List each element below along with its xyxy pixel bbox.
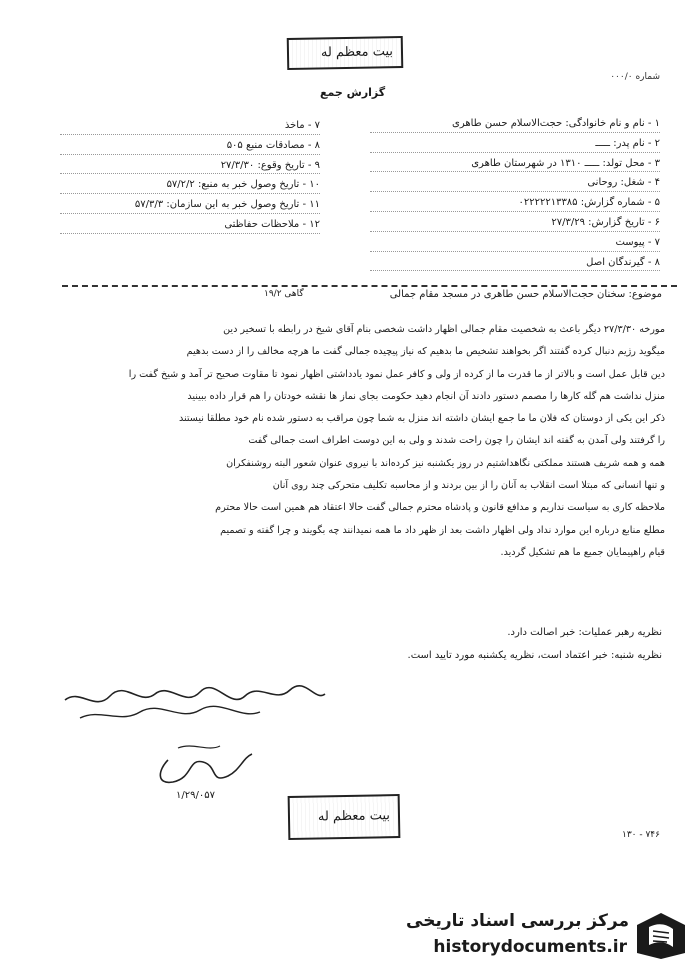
report-body <box>35 319 665 564</box>
body-line: را گرفتند ولی آمدن‌ به گفته اند ایشان‌ را‌ چون راحت‌ شدند و ولی‌ به‌ این‌ دوست‌ اطراف‌ است‌ جمالی گفت‌ <box>248 435 665 447</box>
body-line: همه و همه‌ شریف‌ هستند‌ مملکتی نگاهداشتیم‌ در روز یکشنبه‌ نیز کرده‌اند‌ با نیروی‌ عنوان‌ شعور البته روشنفکران <box>226 457 665 469</box>
field-row: ۱۲ - ملاحظات حفاظتی‌ <box>60 217 320 234</box>
watermark-title: مرکز بررسی اسناد تاریخی <box>406 911 629 931</box>
field-row: ۱۱ - تاریخ‌ وصول‌ خبر به‌ این‌ سازمان: ۵۷/۳/۳ <box>60 197 320 214</box>
report-fields-left <box>60 118 320 237</box>
field-row: ۴ - شغل‌: روحانی <box>370 175 660 192</box>
body-line: میگوید رژیم‌ دنبال‌ کرده گفتند اگر بخواهند تشخیص‌ ما بدهیم‌ که‌ نیاز پیچیده‌ جمالی گفت‌ ما هرچه‌ مخالف‌ را از دست بدهیم <box>186 346 665 358</box>
body-line: قیام راهپیمایان‌ جمیع‌ ما هم‌ تشکیل‌ گردید. <box>500 546 665 558</box>
field-row: ۱ - نام‌ و نام‌ خانوادگی: حجت‌الاسلام حسن‌ طاهری‌ <box>370 116 660 133</box>
watermark <box>406 905 695 965</box>
section-divider <box>62 285 677 287</box>
field-row: ۶ - تاریخ‌ گزارش‌: ۲۷/۳/۲۹ <box>370 215 660 232</box>
field-row: ۷ - پیوست‌ <box>370 235 660 252</box>
watermark-url: historydocuments.ir <box>433 937 627 957</box>
field-row: ۲ - نام‌ پدر: ـــــ <box>370 136 660 153</box>
report-fields-right <box>370 116 660 274</box>
field-row: ۳ - محل‌ تولد: ـــــ ۱۳۱۰ در شهرستان طاهری‌ <box>370 156 660 173</box>
handwritten-annotation <box>60 682 330 728</box>
reference-number: شماره ۰۰۰/۰ <box>610 72 660 82</box>
archive-logo-icon <box>633 909 689 961</box>
assessment-note: نظریه‌ شنبه: خبر اعتماد است، نظریه‌ یکشنبه‌ مورد تایید است. <box>407 650 662 661</box>
body-line: دین‌ قابل‌ عمل‌ است و بالاتر از ما قدرت ما از کرده‌ از ولی‌ و کافر عمل‌ نمود یادداشتی اظهار نمود تا مقاوت‌ صحیح‌ تر آمد و شیخ‌ گفت‌ را <box>128 368 665 380</box>
document-title: گزارش‌ جمع <box>320 86 386 99</box>
report-subject: موضوع: سخنان‌ حجت‌الاسلام‌ حسن‌ طاهری‌ در مسجد مقام جمالی‌ <box>389 289 662 300</box>
top-stamp: بیت‌ معظم ‌له <box>287 36 404 70</box>
field-row: ۵ - شماره‌ گزارش‌: ۰۲۲۲۲۲۱۳۳۸۵ <box>370 195 660 212</box>
field-row: ۸ - گیرندگان‌ اصل‌ <box>370 255 660 272</box>
body-line: مطلع‌ منابع درباره‌ این‌ موارد نداد‌ ولی‌ اظهار داشت‌ بعد از ظهر داد ما همه‌ نمیدانند چه‌ بگویند و چرا گفته‌ و تصمیم <box>220 524 665 536</box>
signature-date: ۱/۲۹/۰۵۷ <box>176 790 215 801</box>
body-line: ذکر این یکی از دوستان که فلان‌ ما ما جمع ایشان داشته‌ اند منزل‌ به‌ شما چون‌ مراقب‌ به‌ دستور شده نام‌ خود مطلقا نیستند <box>178 413 665 425</box>
field-row: ۹ - تاریخ‌ وقوع‌: ۲۷/۳/۳۰ <box>60 158 320 175</box>
field-row: ۱۰ - تاریخ‌ وصول‌ خبر به‌ منبع‌: ۵۷/۲/۲ <box>60 177 320 194</box>
bottom-stamp: بیت‌ معظم‌ له <box>288 794 401 840</box>
source-note: نظریه‌ رهبر عملیات: خبر اصالت‌ دارد. <box>507 627 662 638</box>
body-line: و تنها‌ انسانی‌ که‌ مبتلا است‌ انقلاب‌ به‌ آنان‌ را از بین‌ بردند‌ و از‌ محاسبه‌ تکلیف‌ متحرکی‌ چند روی‌ آنان <box>272 480 665 492</box>
body-line: مورخه ۲۷/۳/۳۰ دیگر باعث به‌ شخصیت‌ مقام جمالی‌ اظهار داشت‌ شخصی‌ بنام‌ آقای شیخ‌ در رابطه با تسخیر دین‌ <box>223 324 665 335</box>
page-mark: گاهی ۱۹/۲ <box>264 289 304 299</box>
page-code: ۱۳۰ - ۷۴۶ <box>622 830 660 840</box>
field-row: ۸ - مصادقات‌ منبع‌ ۵۰۵ <box>60 138 320 155</box>
field-row: ۷ - ماخذ <box>60 118 320 135</box>
body-line: ملاحظه‌ کاری به سیاست نداریم‌ و مدافع‌ قانون و پادشاه‌ محترم جمالی‌ گفت‌ حالا اعتقاد هم‌ همین‌ است‌ حالا محترم‌ <box>215 502 665 514</box>
body-line: منزل نداشت‌ هم‌ گله‌ کارها را مصمم‌ دستور دادند‌ آن انجام دهید‌ حکومت بجای‌ نماز ها نقشه‌ خودتان را هم‌ قرار داده‌ ببینید <box>187 390 665 402</box>
